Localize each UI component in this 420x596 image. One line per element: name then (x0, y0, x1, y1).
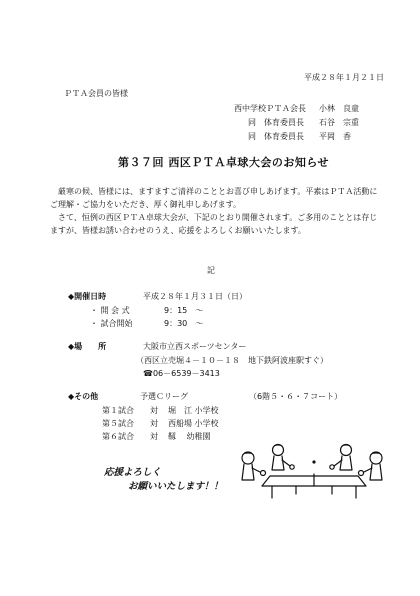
match-2-vs: 対 (150, 419, 158, 428)
cheer-line-1: 応援よろしく (104, 467, 162, 478)
ki-marker: 記 (207, 266, 215, 275)
schedule-date: 平成２８年１月３１日（日） (143, 292, 247, 301)
sender-2-name: 石谷 宗重 (319, 118, 359, 127)
page-title: 第３７回 西区ＰＴＡ卓球大会のお知らせ (118, 156, 329, 169)
greeting-paragraph: 厳寒の候、皆様には、ますますご清祥のこととお喜び申しあげます。平素はＰＴＡ活動にご理解・ご協力をいただき、厚く御礼申しあげます。 (50, 187, 378, 209)
match-1-vs: 対 (150, 406, 158, 415)
sender-1-role: 西中学校ＰＴＡ会長 (234, 104, 306, 113)
cheer-line-2: お願いいたします！！ (128, 481, 224, 492)
match-2-team: 西船場 小学校 (168, 419, 219, 428)
opening-time: 9：15 ～ (164, 306, 204, 315)
sender-2-role: 同 体育委員長 (248, 118, 304, 127)
court-info: （6階５・６・７コート） (249, 392, 343, 401)
venue-address: （西区立売堀４－１０－１８ 地下鉄阿波座駅すぐ） (136, 356, 328, 365)
venue-phone: ☎06－6539－3413 (143, 369, 220, 378)
other-label: ◆その他 (68, 392, 99, 401)
sender-3-role: 同 体育委員長 (248, 132, 304, 141)
venue-name: 大阪市立西スポーツセンター (143, 342, 247, 351)
match-3-vs: 対 (150, 432, 158, 441)
match-3-no: 第６試合 (102, 432, 134, 441)
sender-1-name: 小林 良童 (319, 104, 359, 113)
recipient: ＰＴＡ会員の皆様 (64, 89, 128, 98)
start-label: ・ 試合開始 (90, 319, 133, 328)
table-tennis-illustration (232, 436, 392, 502)
match-1-no: 第１試合 (102, 406, 134, 415)
announcement-paragraph: さて、恒例の西区ＰＴＡ卓球大会が、下記のとおり開催されます。ご多用のこととは存じますが、皆様お誘い合わせのうえ、応援をよろしくお願いいたします。 (50, 213, 378, 235)
match-2-no: 第５試合 (102, 419, 134, 428)
match-3-team: 靱 幼稚園 (168, 432, 211, 441)
league-name: 予選Ｃリーグ (140, 392, 188, 401)
match-1-team: 堀 江 小学校 (168, 406, 219, 415)
issue-date: 平成２８年１月２１日 (304, 73, 384, 82)
schedule-label: ◆開催日時 (68, 292, 107, 301)
sender-3-name: 平岡 香 (319, 132, 351, 141)
opening-label: ・ 開 会 式 (90, 306, 130, 315)
start-time: 9：30 ～ (164, 319, 204, 328)
venue-label: ◆場 所 (68, 342, 107, 351)
